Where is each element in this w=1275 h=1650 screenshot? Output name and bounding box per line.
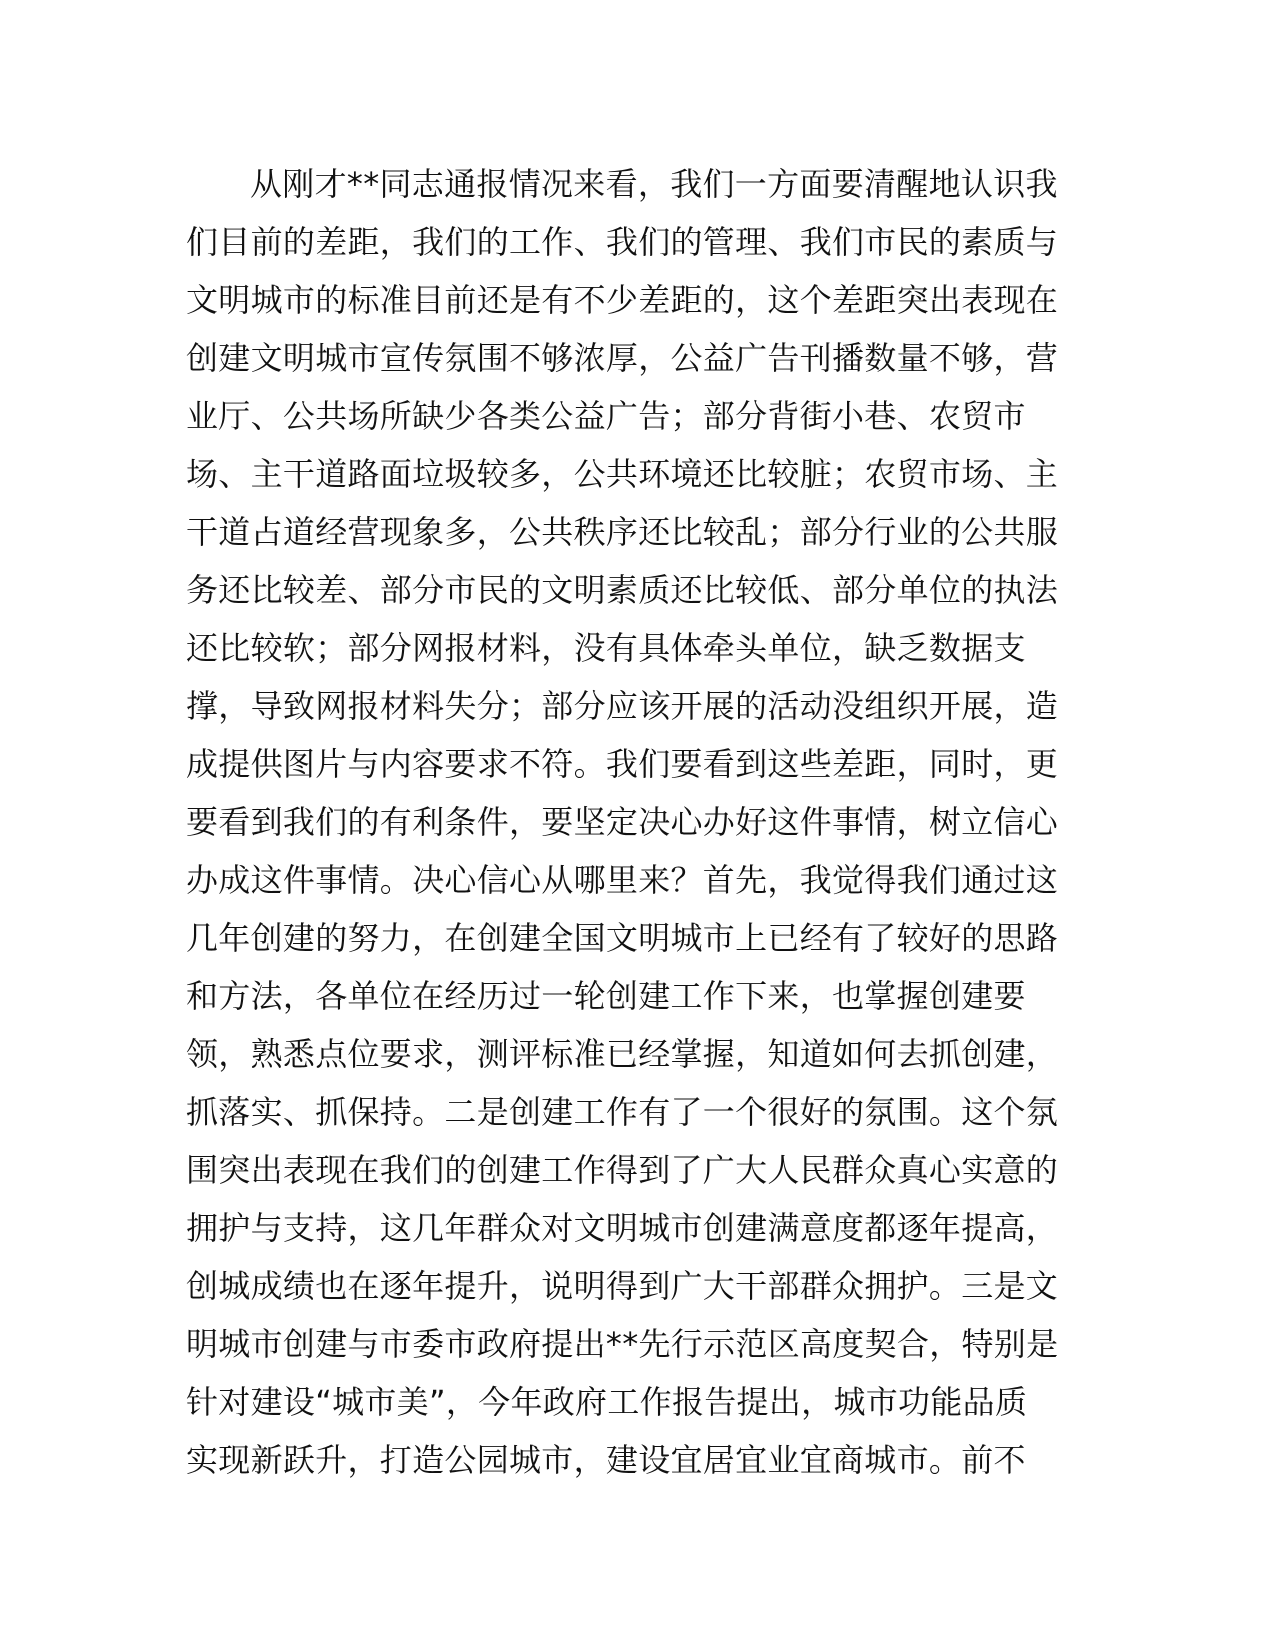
text-line-6: 场、主干道路面垃圾较多，公共环境还比较脏；农贸市场、主 <box>186 455 1059 493</box>
text-line-11: 成提供图片与内容要求不符。我们要看到这些差距，同时，更 <box>186 745 1059 783</box>
text-line-23: 实现新跃升，打造公园城市，建设宜居宜业宜商城市。前不 <box>186 1441 1026 1479</box>
text-line-1: 从刚才**同志通报情况来看，我们一方面要清醒地认识我 <box>250 165 1058 203</box>
text-line-7: 干道占道经营现象多，公共秩序还比较乱；部分行业的公共服 <box>186 513 1059 551</box>
text-line-8: 务还比较差、部分市民的文明素质还比较低、部分单位的执法 <box>186 571 1059 609</box>
text-line-5: 业厅、公共场所缺少各类公益广告；部分背街小巷、农贸市 <box>186 397 1026 435</box>
text-line-3: 文明城市的标准目前还是有不少差距的，这个差距突出表现在 <box>186 281 1059 319</box>
body-paragraph <box>186 155 1086 1489</box>
text-line-13: 办成这件事情。决心信心从哪里来？首先，我觉得我们通过这 <box>186 861 1059 899</box>
text-line-10: 撑，导致网报材料失分；部分应该开展的活动没组织开展，造 <box>186 687 1059 725</box>
text-line-16: 领，熟悉点位要求，测评标准已经掌握，知道如何去抓创建， <box>186 1035 1059 1073</box>
text-line-4: 创建文明城市宣传氛围不够浓厚，公益广告刊播数量不够，营 <box>186 339 1059 377</box>
text-line-14: 几年创建的努力，在创建全国文明城市上已经有了较好的思路 <box>186 919 1059 957</box>
text-line-15: 和方法，各单位在经历过一轮创建工作下来，也掌握创建要 <box>186 977 1026 1015</box>
text-line-22: 针对建设“城市美”，今年政府工作报告提出，城市功能品质 <box>186 1383 1028 1421</box>
text-line-17: 抓落实、抓保持。二是创建工作有了一个很好的氛围。这个氛 <box>186 1093 1059 1131</box>
text-line-18: 围突出表现在我们的创建工作得到了广大人民群众真心实意的 <box>186 1151 1059 1189</box>
text-line-21: 明城市创建与市委市政府提出**先行示范区高度契合，特别是 <box>186 1325 1059 1363</box>
text-line-19: 拥护与支持，这几年群众对文明城市创建满意度都逐年提高， <box>186 1209 1059 1247</box>
text-line-20: 创城成绩也在逐年提升，说明得到广大干部群众拥护。三是文 <box>186 1267 1059 1305</box>
text-line-12: 要看到我们的有利条件，要坚定决心办好这件事情，树立信心 <box>186 803 1059 841</box>
text-line-9: 还比较软；部分网报材料，没有具体牵头单位，缺乏数据支 <box>186 629 1026 667</box>
text-line-2: 们目前的差距，我们的工作、我们的管理、我们市民的素质与 <box>186 223 1059 261</box>
